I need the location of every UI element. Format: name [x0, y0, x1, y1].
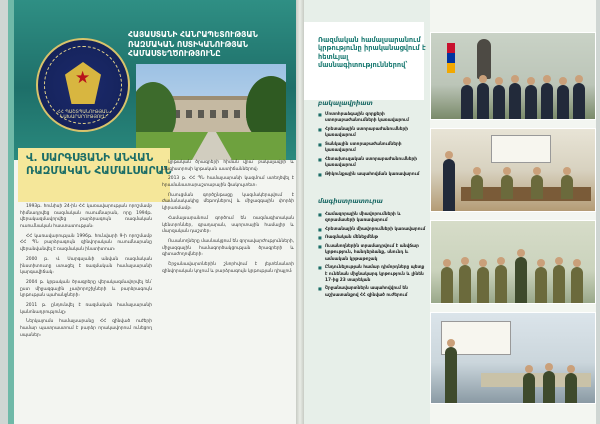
list-item: ■ Տանկային ստորաբաժանումների կառավարում — [318, 142, 428, 155]
flag-icon — [447, 43, 455, 73]
paragraph: 2011 թ. ընդունվել է ռազմական համալսարանի կանոնադրությունը։ — [20, 302, 152, 315]
paragraph: 2013 թ. ՀՀ ՊՆ համալսարանի կազմում ստեղծվել է հրամանատարաշտաբային ֆակուլտետ։ — [162, 176, 294, 189]
field-training-photo — [430, 220, 596, 304]
list-item: ■ Ընդունելության համար դիմորդները պետք է ունենան միջնակարգ կրթություն և լինեն 17-ից 23 տարեկան — [318, 265, 428, 284]
whiteboard — [491, 135, 551, 163]
list-item: ■ Հետախուզական ստորաբաժանումների կառավարում — [318, 157, 428, 170]
university-emblem — [36, 38, 130, 132]
bachelor-list — [318, 112, 428, 180]
header-stripe — [8, 0, 14, 424]
page-gutter — [296, 0, 304, 424]
section-master-heading: մագիստրատուրա — [318, 198, 383, 205]
intro-text: Ռազմական համալսարանում կրթությունը իրականացվում է հետևյալ մասնագիտություններով՝ — [318, 36, 426, 70]
paragraph: Շրջանավարտներին շնորհվում է լեյտենանտի զինվորական կոչում և բարձրագույն կրթության դիպլոմ։ — [162, 261, 294, 274]
header-title: ՀԱՅԱՍՏԱՆԻ ՀԱՆՐԱՊԵՏՈՒԹՅԱՆ ՌԱԶՄԱԿԱՆ ՈՍՏԻԿԱՆՈՒԹՅԱՆ ՀԱՄԱՍՏԵՂԾՈՒԹՅՈՒՆԸ — [128, 30, 258, 59]
cadets-parade-photo — [430, 32, 596, 120]
paragraph: Ուսուցման գործընթացը կազմակերպվում է ժամանակակից մեթոդներով և միջազգային փորձի կիրառմամբ։ — [162, 192, 294, 212]
paragraph: Ներկայումս համալսարանը ՀՀ զինված ուժերի համար պատրաստում է բարձր որակավորում ունեցող սպաներ։ — [20, 319, 152, 338]
right-page — [304, 0, 596, 424]
list-item: ■ Հրետանային միավորումների կառավարում — [318, 227, 428, 233]
monument — [477, 39, 491, 79]
list-item: ■ Մոտոհրաձգային զորքերի ստորաբաժանումների կառավարում — [318, 112, 428, 125]
text-column-1 — [20, 204, 152, 342]
classroom-photo — [430, 128, 596, 212]
emblem-text: ՀՀ ՊԱՇՏՊԱՆՈՒԹՅԱՆ ՆԱԽԱՐԱՐՈՒԹՅՈՒՆ — [57, 110, 109, 120]
left-page — [8, 0, 296, 424]
page-title: Վ. ՍԱՐԳՍՅԱՆԻ ԱՆՎԱՆ ՌԱԶՄԱԿԱՆ ՀԱՄԱԼՍԱՐԱՆ — [26, 152, 172, 177]
star-icon: ★ — [75, 68, 91, 88]
paragraph: Ուսանողները մասնակցում են զորավարժությունների, միջազգային համագործակցության ծրագրերի և գիտաժողովների։ — [162, 238, 294, 258]
paragraph: կրթական ծրագրերի հիման վրա՝ բակալավրի և մագիստրոսի կրթական աստիճաններով։ — [162, 160, 294, 172]
list-item: ■ Շրջանավարտներն ապահովվում են աշխատանքով ՀՀ զինված ուժերում — [318, 286, 428, 299]
master-list — [318, 212, 428, 301]
campus-building-photo — [136, 64, 286, 160]
list-item: ■ Ուսանողներին տրամադրվում է անվճար կրթություն, հանդերձանք, սնունդ և ամսական կրթաթոշակ — [318, 244, 428, 263]
text-column-2 — [162, 160, 294, 278]
paragraph: 1993թ. հունիսի 24-ին ՀՀ կառավարության որոշմամբ հիմնադրվեց ռազմական ուսումնարան, որը 1994թ. վերակազմավորվեց բարձրագույն ռազմական ուսումնական հաստատության։ — [20, 204, 152, 230]
paragraph: 2004 թ. կրթական ծրագրերը վերակազմավորվել են՝ ըստ միջազգային չափորոշիչների և բարձրագույն կրթության պահանջների։ — [20, 279, 152, 299]
paragraph: 2000 թ. Վ. Սարգսյանի անվան ռազմական ինստիտուտը ստացել է ռազմական համալսարանի կարգավիճակ։ — [20, 256, 152, 276]
section-bachelor-heading: բակալավրիատ — [318, 100, 373, 107]
map-study-photo — [430, 312, 596, 404]
list-item: ■ Հրետանային ստորաբաժանումների կառավարում — [318, 127, 428, 140]
paragraph: Համալսարանում գործում են ռազմագիտական կենտրոններ, գրադարան, սպորտային համալիր և մարզական դաշտեր։ — [162, 215, 294, 235]
paragraph: ՀՀ կառավարության 1996թ. հունվարի 9-ի որոշմամբ ՀՀ ՊՆ բարձրագույն զինվորական ուսումնարանը վերանվանվել է ռազմական ինստիտուտ։ — [20, 233, 152, 253]
list-item: ■ Թիկունքային ապահովման կառավարում — [318, 172, 428, 178]
list-item: ■ Ռազմական մենեջմենթ — [318, 235, 428, 241]
list-item: ■ Համազորային միավորումների և զորամասերի կառավարում — [318, 212, 428, 225]
